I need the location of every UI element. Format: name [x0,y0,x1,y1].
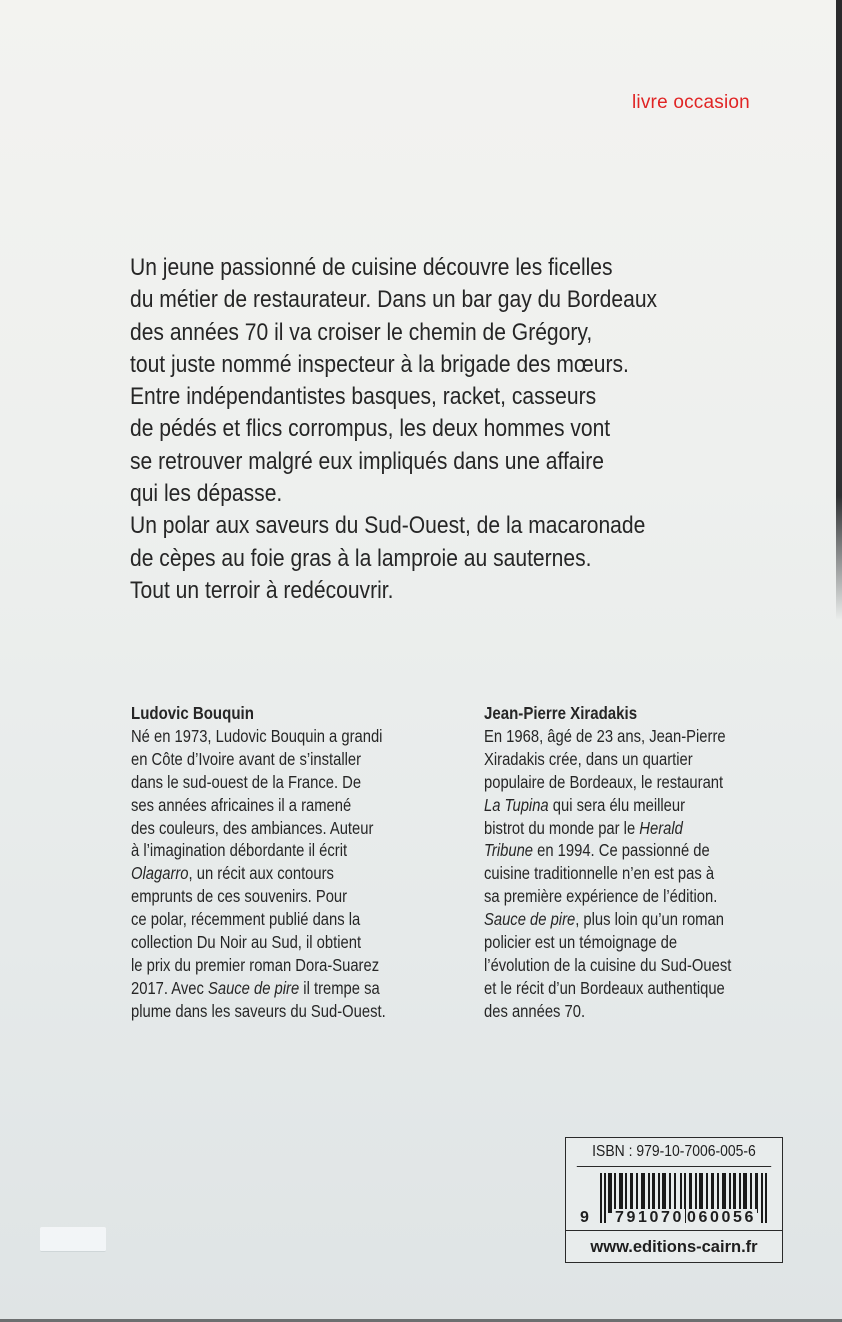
book-blurb [130,252,680,607]
bio-line: Né en 1973, Ludovic Bouquin a grandi [131,725,383,746]
author-name: Jean-Pierre Xiradakis [484,703,638,723]
bio-line: emprunts de ces souvenirs. Pour [131,886,348,907]
price-sticker-residue [40,1227,106,1252]
bio-line: dans le sud-ouest de la France. De [131,771,362,792]
italic-title: Olagarro [131,863,189,884]
bio-line: ses années africaines il a ramené [131,794,352,815]
italic-title: Sauce de pire [207,977,300,998]
blurb-line: se retrouver malgré eux impliqués dans une affaire [130,447,604,475]
bio-line: cuisine traditionnelle n’en est pas à [484,863,715,884]
italic-title: La Tupina [484,794,549,815]
author-bio-bouquin [131,702,458,1023]
barcode-first-digit: 9 [580,1209,589,1226]
author-bio-text [484,725,811,1023]
publisher-website: www.editions-cairn.fr [590,1238,758,1256]
bio-line: sa première expérience de l’édition. [484,886,718,907]
bio-line: collection Du Noir au Sud, il obtient [131,932,362,953]
bio-line: plume dans les saveurs du Sud-Ouest. [131,1000,386,1021]
bio-line: à l’imagination débordante il écrit [131,840,348,861]
isbn-barcode-block [565,1137,783,1263]
bio-line: Xiradakis crée, dans un quartier [484,748,693,769]
blurb-line: du métier de restaurateur. Dans un bar gay du Bordeaux [130,286,658,314]
bio-line: policier est un témoignage de [484,932,678,953]
bio-line: 2017. Avec Sauce de pire il trempe sa [131,977,380,998]
blurb-line: Entre indépendantistes basques, racket, casseurs [130,383,597,411]
barcode [566,1167,782,1231]
bio-line: Tribune en 1994. Ce passionné de [484,840,710,861]
bio-line: et le récit d’un Bordeaux authentique [484,977,725,998]
italic-title: Sauce de pire [484,909,576,930]
bio-line: La Tupina qui sera élu meilleur [484,794,686,815]
blurb-line: des années 70 il va croiser le chemin de Grégory, [130,318,593,346]
bio-line: l’évolution de la cuisine du Sud-Ouest [484,954,732,975]
bio-line: ce polar, récemment publié dans la [131,909,361,930]
bio-line: Olagarro, un récit aux contours [131,863,334,884]
cover-edge-shadow [836,0,842,620]
bio-line: En 1968, âgé de 23 ans, Jean-Pierre [484,725,726,746]
used-book-label: livre occasion [632,92,750,113]
author-bio-text [131,725,458,1023]
bio-line: des couleurs, des ambiances. Auteur [131,817,374,838]
italic-title: Tribune [484,840,534,861]
bio-line: en Côte d’Ivoire avant de s’installer [131,748,362,769]
author-name: Ludovic Bouquin [131,703,254,723]
blurb-line: qui les dépasse. [130,480,283,508]
blurb-line: de cèpes au foie gras à la lamproie au sauternes. [130,544,592,572]
barcode-digits [566,1209,782,1227]
blurb-line: Un polar aux saveurs du Sud-Ouest, de la macaronade [130,512,646,540]
isbn-number: ISBN : 979-10-7006-005-6 [577,1138,771,1167]
bio-line: le prix du premier roman Dora-Suarez [131,954,380,975]
author-bio-xiradakis [484,702,811,1023]
barcode-group-2: 060056 [687,1209,756,1226]
bio-line: populaire de Bordeaux, le restaurant [484,771,724,792]
blurb-line: de pédés et flics corrompus, les deux hommes vont [130,415,611,443]
bio-line: Sauce de pire, plus loin qu’un roman [484,909,724,930]
barcode-group-1: 791070 [615,1209,684,1226]
bio-line: des années 70. [484,1000,586,1021]
blurb-line: tout juste nommé inspecteur à la brigade des mœurs. [130,350,629,378]
blurb-line: Un jeune passionné de cuisine découvre les ficelles [130,254,613,281]
bio-line: bistrot du monde par le Herald [484,817,683,838]
blurb-line: Tout un terroir à redécouvrir. [130,576,394,604]
italic-title: Herald [639,817,683,838]
